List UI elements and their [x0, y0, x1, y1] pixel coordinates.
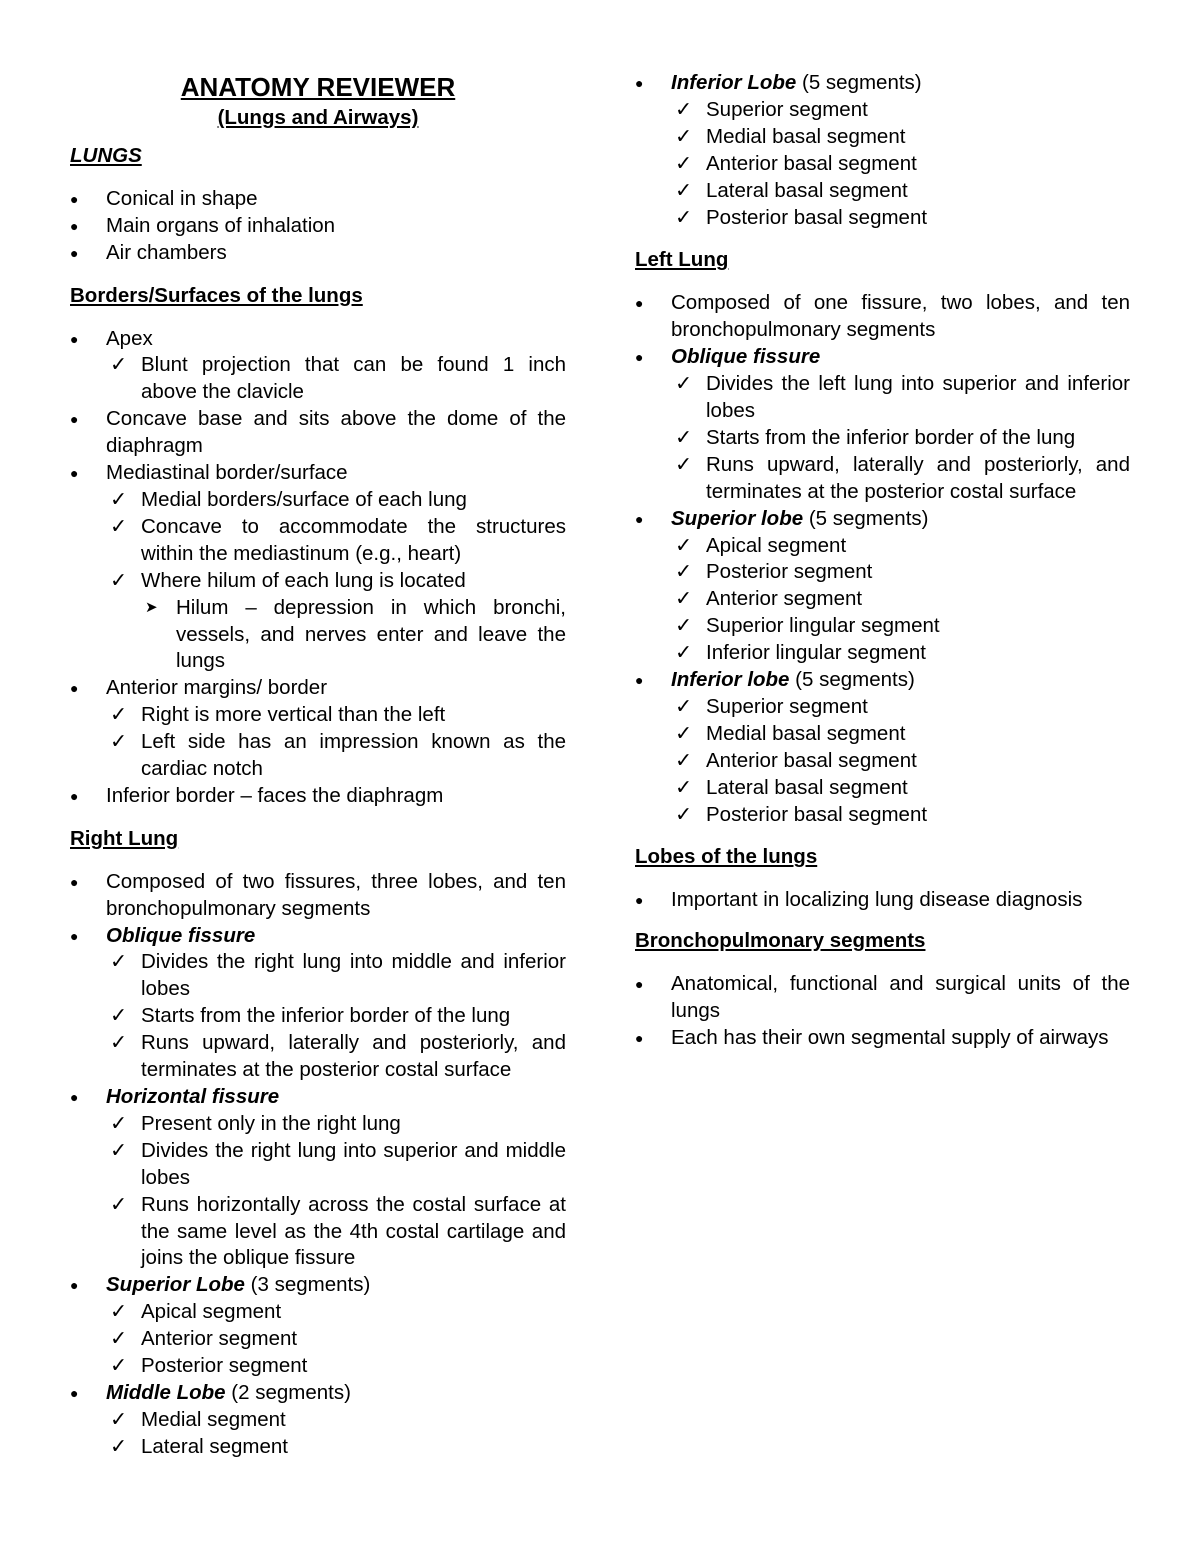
checkmark-icon: ✓	[675, 694, 693, 718]
bronchopulmonary-list	[635, 971, 1130, 1052]
section-heading-lobes: Lobes of the lungs	[635, 845, 818, 869]
checkmark-icon: ✓	[110, 514, 128, 538]
list-item: ● Superior Lobe (3 segments)	[70, 1272, 566, 1299]
page-subtitle: (Lungs and Airways)	[217, 106, 419, 129]
list-item: ● Inferior Lobe (5 segments)	[635, 70, 1130, 97]
bullet-icon: ●	[70, 1384, 79, 1401]
sub-list-item: ✓ Medial borders/surface of each lung	[70, 487, 566, 514]
checkmark-icon: ✓	[110, 1031, 128, 1055]
checkmark-icon: ✓	[110, 568, 128, 592]
bullet-icon: ●	[70, 330, 79, 347]
checkmark-icon: ✓	[110, 1004, 128, 1028]
list-item: ● Inferior border – faces the diaphragm	[70, 783, 566, 810]
sub-list-item: ✓ Superior lingular segment	[635, 613, 1130, 640]
bullet-icon: ●	[70, 465, 79, 482]
list-item: ● Inferior lobe (5 segments)	[635, 667, 1130, 694]
checkmark-icon: ✓	[675, 205, 693, 229]
sub-list-item: ✓ Starts from the inferior border of the lung	[70, 1003, 566, 1030]
sub-list-item: ✓ Right is more vertical than the left	[70, 702, 566, 729]
sub-list-item: ✓ Posterior basal segment	[635, 205, 1130, 232]
checkmark-icon: ✓	[675, 425, 693, 449]
section-heading-borders: Borders/Surfaces of the lungs	[70, 283, 363, 307]
bullet-icon: ●	[635, 295, 644, 312]
page-title: ANATOMY REVIEWER	[180, 72, 456, 102]
checkmark-icon: ✓	[675, 97, 693, 121]
checkmark-icon: ✓	[675, 802, 693, 826]
section-heading-lungs: LUNGS	[70, 144, 142, 167]
bullet-icon: ●	[70, 680, 79, 697]
list-item: ● Anatomical, functional and surgical units of the lungs	[635, 972, 1130, 1023]
checkmark-icon: ✓	[110, 1327, 128, 1351]
checkmark-icon: ✓	[675, 748, 693, 772]
sub-list-item: ✓ Posterior segment	[70, 1353, 566, 1380]
bullet-icon: ●	[635, 976, 644, 993]
list-item: ● Main organs of inhalation	[70, 213, 566, 240]
sub-list-item: ✓ Present only in the right lung	[70, 1111, 566, 1138]
checkmark-icon: ✓	[110, 703, 128, 727]
checkmark-icon: ✓	[675, 560, 693, 584]
list-item: ● Superior lobe (5 segments)	[635, 506, 1130, 533]
lobes-list	[635, 887, 1130, 914]
checkmark-icon: ✓	[110, 1138, 128, 1162]
bullet-icon: ●	[70, 873, 79, 890]
bullet-icon: ●	[70, 217, 79, 234]
checkmark-icon: ✓	[675, 775, 693, 799]
borders-list	[70, 326, 566, 810]
sub-list-item: ✓ Divides the right lung into superior and middle lobes	[110, 1138, 566, 1189]
list-item: ● Oblique fissure	[70, 923, 566, 950]
checkmark-icon: ✓	[675, 587, 693, 611]
checkmark-icon: ✓	[110, 1192, 128, 1216]
lungs-list	[70, 186, 566, 267]
sub-list-item: ✓ Apical segment	[635, 533, 1130, 560]
bullet-icon: ●	[635, 892, 644, 909]
checkmark-icon: ✓	[110, 1111, 128, 1135]
checkmark-icon: ✓	[110, 1354, 128, 1378]
bullet-icon: ●	[635, 510, 644, 527]
bullet-icon: ●	[635, 672, 644, 689]
section-heading-bronchopulmonary: Bronchopulmonary segments	[635, 929, 926, 953]
bullet-icon: ●	[635, 349, 644, 366]
checkmark-icon: ✓	[675, 641, 693, 665]
list-item: ● Anterior margins/ border	[70, 675, 566, 702]
list-item: ● Mediastinal border/surface	[70, 460, 566, 487]
sub-list-item: ✓ Anterior segment	[70, 1326, 566, 1353]
sub-list-item: ✓ Anterior basal segment	[635, 151, 1130, 178]
sub-list-item: ✓ Divides the right lung into middle and inferior lobes	[110, 950, 566, 1001]
sub-list-item: ✓ Superior segment	[635, 97, 1130, 124]
list-item: ● Air chambers	[70, 240, 566, 267]
left-column	[70, 70, 566, 1477]
list-item: ● Middle Lobe (2 segments)	[70, 1380, 566, 1407]
checkmark-icon: ✓	[675, 178, 693, 202]
bullet-icon: ●	[635, 75, 644, 91]
sub-list-item: ✓ Medial basal segment	[635, 124, 1130, 151]
bullet-icon: ●	[70, 1277, 79, 1294]
sub-list-item: ✓ Divides the left lung into superior and inferior lobes	[675, 372, 1130, 422]
sub-list-item: ✓ Lateral basal segment	[635, 178, 1130, 205]
sub-list-item: ✓ Runs upward, laterally and posteriorly, and terminates at the posterior costal surface	[110, 1031, 566, 1082]
right-lung-inferior-list	[635, 70, 1130, 231]
bullet-icon: ●	[70, 787, 79, 804]
bullet-icon: ●	[70, 411, 79, 428]
bullet-icon: ●	[70, 927, 79, 944]
checkmark-icon: ✓	[675, 151, 693, 175]
sub-list-item: ✓ Inferior lingular segment	[635, 640, 1130, 667]
sub-list-item: ✓ Posterior basal segment	[635, 802, 1130, 829]
checkmark-icon: ✓	[110, 487, 128, 511]
checkmark-icon: ✓	[110, 950, 128, 974]
sub-list-item: ✓ Blunt projection that can be found 1 inch above the clavicle	[110, 353, 566, 404]
list-item: ● Composed of two fissures, three lobes, and ten bronchopulmonary segments	[70, 869, 566, 920]
sub-list-item: ✓ Anterior segment	[635, 586, 1130, 613]
checkmark-icon: ✓	[110, 1300, 128, 1324]
checkmark-icon: ✓	[675, 614, 693, 638]
sub-list-item: ✓ Superior segment	[635, 694, 1130, 721]
sub-sub-list-item: ➤ Hilum – depression in which bronchi, vessels, and nerves enter and leave the lungs	[145, 595, 566, 673]
sub-list-item: ✓ Apical segment	[70, 1299, 566, 1326]
right-lung-list	[70, 869, 566, 1461]
sub-list-item: ✓ Runs horizontally across the costal surface at the same level as the 4th costal cartilage and joins the oblique fissure	[110, 1192, 566, 1270]
left-lung-list	[635, 290, 1130, 828]
bullet-icon: ●	[70, 190, 79, 207]
list-item: ● Horizontal fissure	[70, 1084, 566, 1111]
checkmark-icon: ✓	[110, 1407, 128, 1431]
sub-list-item: ✓ Anterior basal segment	[635, 748, 1130, 775]
sub-list-item: ✓ Starts from the inferior border of the lung	[635, 425, 1130, 452]
checkmark-icon: ✓	[110, 1434, 128, 1458]
sub-list-item: ✓ Runs upward, laterally and posteriorly, and terminates at the posterior costal surface	[675, 452, 1130, 503]
checkmark-icon: ✓	[675, 721, 693, 745]
list-item: ● Composed of one fissure, two lobes, and ten bronchopulmonary segments	[635, 291, 1130, 342]
list-item: ● Oblique fissure	[635, 344, 1130, 371]
list-item: ● Each has their own segmental supply of airways	[635, 1025, 1130, 1052]
right-column	[635, 70, 1130, 1068]
checkmark-icon: ✓	[675, 372, 693, 396]
sub-list-item: ✓ Posterior segment	[635, 559, 1130, 586]
checkmark-icon: ✓	[675, 124, 693, 148]
sub-list-item: ✓ Medial segment	[70, 1407, 566, 1434]
list-item: ● Conical in shape	[70, 186, 566, 213]
section-heading-right-lung: Right Lung	[70, 826, 179, 850]
bullet-icon: ●	[70, 244, 79, 261]
list-item: ● Concave base and sits above the dome of the diaphragm	[70, 407, 566, 458]
sub-list-item: ✓ Concave to accommodate the structures within the mediastinum (e.g., heart)	[110, 514, 566, 565]
list-item: ● Apex	[70, 326, 566, 353]
list-item: ● Important in localizing lung disease diagnosis	[635, 887, 1130, 914]
sub-list-item: ✓ Lateral basal segment	[635, 775, 1130, 802]
arrow-bullet-icon: ➤	[145, 598, 158, 616]
sub-list-item: ✓ Where hilum of each lung is located	[70, 568, 566, 595]
sub-list-item: ✓ Lateral segment	[70, 1434, 566, 1461]
sub-list-item: ✓ Medial basal segment	[635, 721, 1130, 748]
bullet-icon: ●	[70, 1089, 79, 1105]
checkmark-icon: ✓	[675, 533, 693, 557]
checkmark-icon: ✓	[675, 452, 693, 476]
bullet-icon: ●	[635, 1030, 644, 1046]
checkmark-icon: ✓	[110, 353, 128, 377]
section-heading-left-lung: Left Lung	[635, 248, 729, 272]
checkmark-icon: ✓	[110, 730, 128, 754]
sub-list-item: ✓ Left side has an impression known as the cardiac notch	[110, 730, 566, 781]
